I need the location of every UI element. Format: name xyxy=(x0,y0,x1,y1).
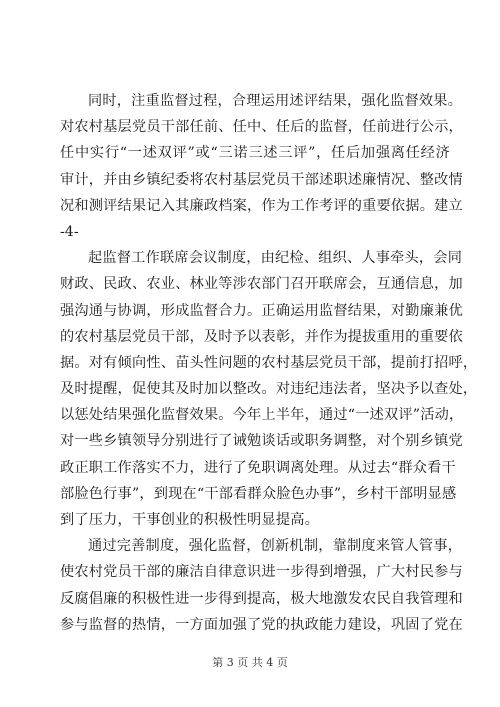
page-footer: 第 3 页 共 4 页 xyxy=(212,656,288,669)
document-body xyxy=(60,88,478,638)
paragraph-1 xyxy=(60,88,463,219)
paragraph-line: 对一些乡镇领导分别进行了诫勉谈话或职务调整，对个别乡镇党 xyxy=(60,433,463,450)
paragraph-line: 况和测评结果记入其廉政档案，作为工作考评的重要依据。建立 xyxy=(60,197,463,214)
paragraph-line: 以惩处结果强化监督效果。今年上半年，通过“一述双评”活动， xyxy=(60,407,464,424)
paragraph-line: 政正职工作落实不力，进行了免职调离处理。从过去“群众看干 xyxy=(60,459,456,476)
paragraph-line: 任中实行“一述双评”或“三诺三述三评”，任后加强离任经济 xyxy=(60,145,450,162)
paragraph-2 xyxy=(60,245,478,533)
paragraph-line: 及时提醒，促使其及时加以整改。对违纪违法者，坚决予以查处， xyxy=(60,381,478,398)
paragraph-line: 通过完善制度，强化监督，创新机制，靠制度来管人管事， xyxy=(88,538,463,555)
paragraph-line: 到了压力，干事创业的积极性明显提高。 xyxy=(60,512,319,528)
paragraph-line: 审计，并由乡镇纪委将农村基层党员干部述职述廉情况、整改情 xyxy=(60,171,463,188)
paragraph-line: 部脸色行事”，到现在“干部看群众脸色办事”，乡村干部明显感 xyxy=(60,485,457,502)
paragraph-line: 的农村基层党员干部，及时予以表彰，并作为提拔重用的重要依 xyxy=(60,328,463,345)
paragraph-line: 据。对有倾向性、苗头性问题的农村基层党员干部，提前打招呼， xyxy=(60,354,478,371)
paragraph-line: 参与监督的热情，一方面加强了党的执政能力建设，巩固了党在 xyxy=(60,616,463,633)
paragraph-3 xyxy=(60,533,463,638)
paragraph-line: 财政、民政、农业、林业等涉农部门召开联席会，互通信息，加 xyxy=(60,276,463,293)
paragraph-line: 起监督工作联席会议制度，由纪检、组织、人事牵头，会同 xyxy=(88,250,463,267)
paragraph-line: 同时，注重监督过程，合理运用述评结果，强化监督效果。 xyxy=(88,93,463,109)
page-marker: -4- xyxy=(60,223,79,240)
paragraph-line: 使农村党员干部的廉洁自律意识进一步得到增强，广大村民参与 xyxy=(60,564,463,581)
paragraph-line: 反腐倡廉的积极性进一步得到提高，极大地激发农民自我管理和 xyxy=(60,590,463,607)
paragraph-line: 对农村基层党员干部任前、任中、任后的监督，任前进行公示， xyxy=(60,119,463,136)
paragraph-line: 强沟通与协调，形成监督合力。正确运用监督结果，对勤廉兼优 xyxy=(60,302,463,319)
